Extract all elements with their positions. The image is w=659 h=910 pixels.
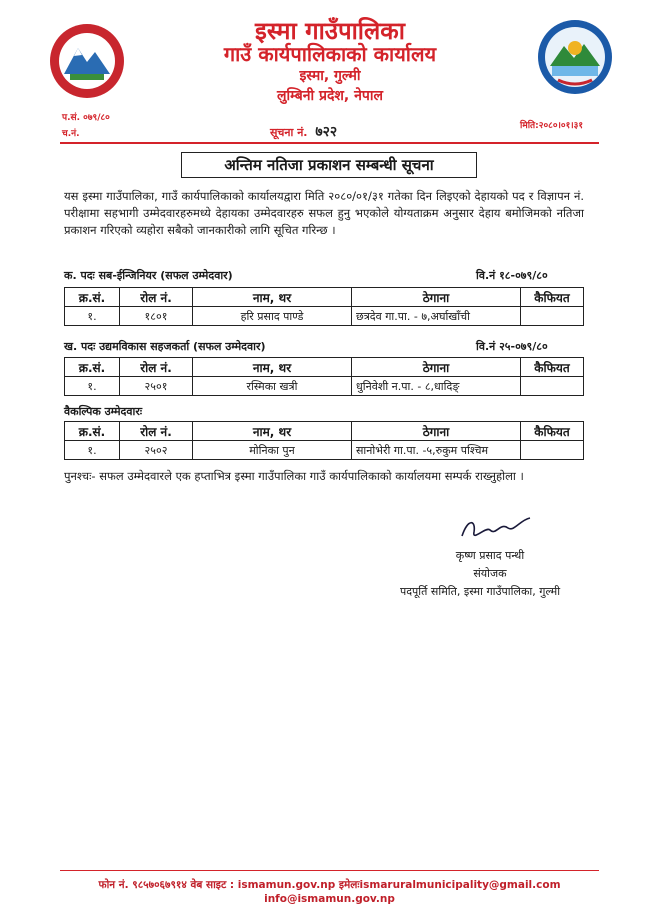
col-address: ठेगाना: [352, 358, 521, 377]
section2-adv: वि.नं २५-०७९/८०: [476, 340, 548, 353]
municipality-name: इस्मा गाउँपालिका: [255, 17, 405, 45]
province-line: लुम्बिनी प्रदेश, नेपाल: [277, 88, 383, 104]
table-header-row: [65, 288, 584, 307]
header-divider: [60, 142, 599, 144]
postscript: पुनश्चः- सफल उम्मेदवारले एक हप्ताभित्र इस्मा गाउँपालिका गाउँ कार्यपालिकाको कार्यालयमा सम्पर्क राख्नुहोला ।: [64, 469, 524, 483]
cell-name: रस्मिका खत्री: [193, 377, 352, 396]
nepal-emblem-logo: [48, 22, 126, 100]
cell-remarks: [521, 307, 584, 326]
notice-label: सूचना नं.: [270, 126, 308, 139]
section2-table: [64, 357, 584, 396]
col-name: नाम, थर: [193, 422, 352, 441]
section1-table: [64, 287, 584, 326]
col-name: नाम, थर: [193, 358, 352, 377]
cell-roll: २५०१: [120, 377, 193, 396]
committee-name: पदपूर्ति समिति, इस्मा गाउँपालिका, गुल्मी: [399, 585, 561, 598]
table-row: [65, 441, 584, 460]
col-remarks: कैफियत: [521, 288, 584, 307]
col-name: नाम, थर: [193, 288, 352, 307]
table-header-row: [65, 422, 584, 441]
signatory-role: संयोजक: [473, 567, 507, 580]
date-label: मिति:२०८०।०१।३१: [520, 121, 584, 131]
section2-post: ख. पदः उद्यमविकास सहजकर्ता (सफल उम्मेदवार): [64, 340, 266, 353]
col-sn: क्र.सं.: [65, 288, 120, 307]
table-header-row: [65, 358, 584, 377]
cell-roll: २५०२: [120, 441, 193, 460]
municipality-logo: [536, 18, 614, 96]
col-roll: रोल नं.: [120, 422, 193, 441]
cell-sn: १.: [65, 441, 120, 460]
cell-name: मोनिका पुन: [193, 441, 352, 460]
col-address: ठेगाना: [352, 422, 521, 441]
cn-number: च.नं.: [62, 129, 80, 139]
col-roll: रोल नं.: [120, 358, 193, 377]
col-address: ठेगाना: [352, 288, 521, 307]
col-roll: रोल नं.: [120, 288, 193, 307]
table-row: [65, 377, 584, 396]
col-sn: क्र.सं.: [65, 358, 120, 377]
footer-email: info@ismamun.gov.np: [264, 893, 395, 905]
cell-remarks: [521, 441, 584, 460]
section3-post: वैकल्पिक उम्मेदवारः: [64, 405, 143, 418]
section1-adv: वि.नं १८-०७९/८०: [476, 269, 548, 282]
cell-name: हरि प्रसाद पाण्डे: [193, 307, 352, 326]
col-remarks: कैफियत: [521, 422, 584, 441]
notice-value: ७२२: [315, 124, 338, 140]
intro-paragraph: यस इस्मा गाउँपालिका, गाउँ कार्यपालिकाको कार्यालयद्वारा मिति २०८०/०१/३१ गतेका दिन लिइएको देहायको पद र विज्ञापन नं. परीक्षामा सहभागी उम्मेदवारहरुमध्ये देहायका उम्मेदवारहरु सफल हुनु भएकोले योग्यताक्रम अनुसार देहाय बमोजिमको नतिजा प्रकाशन गरिएको व्यहोरा सबैको जानकारीको लागि सूचित गरिन्छ ।: [64, 189, 584, 237]
office-name: गाउँ कार्यपालिकाको कार्यालय: [223, 42, 437, 66]
signature-mark: [456, 512, 536, 550]
section3-table: [64, 421, 584, 460]
cell-sn: १.: [65, 377, 120, 396]
notice-title: अन्तिम नतिजा प्रकाशन सम्बन्धी सूचना: [181, 152, 477, 178]
notice-number: [270, 122, 337, 141]
footer-divider: [60, 870, 599, 871]
col-remarks: कैफियत: [521, 358, 584, 377]
cell-sn: १.: [65, 307, 120, 326]
cell-address: धुनिवेशी न.पा. - ८,धादिङ्: [352, 377, 521, 396]
address-line: इस्मा, गुल्मी: [299, 68, 361, 84]
section1-post: क. पदः सब-ईन्जिनियर (सफल उम्मेदवार): [64, 269, 233, 282]
cell-roll: १८०१: [120, 307, 193, 326]
footer-contact: फोन नं. ९८५७०६७९१४ वेब साइट : ismamun.gov.np इमेलःismaruralmunicipality@gmail.com: [98, 879, 561, 891]
table-row: [65, 307, 584, 326]
cell-address: सानोभेरी गा.पा. -५,रुकुम पश्चिम: [352, 441, 521, 460]
cell-address: छत्रदेव गा.पा. - ७,अर्घाखाँची: [352, 307, 521, 326]
signatory-name: कृष्ण प्रसाद पन्थी: [455, 549, 525, 562]
col-sn: क्र.सं.: [65, 422, 120, 441]
cell-remarks: [521, 377, 584, 396]
ps-number: प.सं. ०७९/८०: [62, 113, 110, 123]
